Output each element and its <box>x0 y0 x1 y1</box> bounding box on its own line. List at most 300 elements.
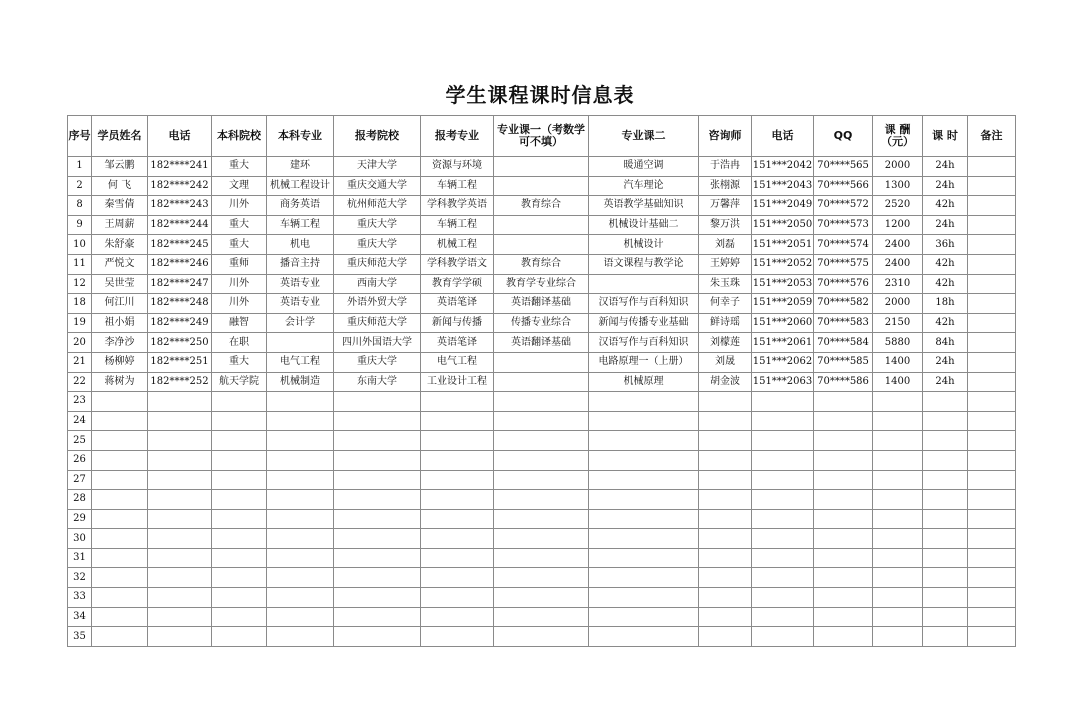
cell-target-school <box>334 392 421 412</box>
cell-undergrad-school: 川外 <box>212 294 267 314</box>
cell-undergrad-school <box>212 509 267 529</box>
cell-undergrad-school: 重大 <box>212 235 267 255</box>
cell-hours <box>923 627 968 647</box>
cell-course-two: 机械原理 <box>589 372 699 392</box>
cell-target-major <box>421 627 494 647</box>
cell-advisor: 刘檬莲 <box>699 333 752 353</box>
cell-index: 27 <box>68 470 92 490</box>
table-row <box>68 235 1016 255</box>
cell-student-phone <box>148 509 212 529</box>
cell-student-phone: 182****241 <box>148 157 212 177</box>
cell-target-school: 外语外贸大学 <box>334 294 421 314</box>
cell-notes <box>968 607 1016 627</box>
cell-advisor-phone: 151***2062 <box>752 352 814 372</box>
cell-qq <box>814 470 873 490</box>
cell-advisor-phone <box>752 548 814 568</box>
cell-student-name <box>92 490 148 510</box>
cell-undergrad-major <box>267 607 334 627</box>
cell-qq: 70****576 <box>814 274 873 294</box>
cell-undergrad-major <box>267 568 334 588</box>
cell-index: 25 <box>68 431 92 451</box>
cell-course-one <box>494 548 589 568</box>
table-row <box>68 450 1016 470</box>
cell-advisor-phone: 151***2049 <box>752 196 814 216</box>
cell-fee: 2150 <box>873 313 923 333</box>
cell-undergrad-major <box>267 470 334 490</box>
cell-notes <box>968 176 1016 196</box>
cell-course-one <box>494 372 589 392</box>
cell-target-major <box>421 548 494 568</box>
cell-index: 11 <box>68 254 92 274</box>
cell-student-name: 杨柳婷 <box>92 352 148 372</box>
cell-fee: 2000 <box>873 157 923 177</box>
cell-qq: 70****582 <box>814 294 873 314</box>
cell-student-name: 严悦文 <box>92 254 148 274</box>
cell-course-one: 教育综合 <box>494 196 589 216</box>
cell-fee <box>873 627 923 647</box>
column-header-undergrad-major: 本科专业 <box>267 116 334 157</box>
cell-advisor-phone: 151***2042 <box>752 157 814 177</box>
table-row <box>68 490 1016 510</box>
table-body <box>68 157 1016 647</box>
cell-fee: 2310 <box>873 274 923 294</box>
cell-qq <box>814 529 873 549</box>
cell-target-major: 学科教学英语 <box>421 196 494 216</box>
cell-student-phone: 182****246 <box>148 254 212 274</box>
cell-target-major <box>421 470 494 490</box>
table-row <box>68 294 1016 314</box>
cell-student-phone: 182****247 <box>148 274 212 294</box>
cell-advisor <box>699 470 752 490</box>
cell-hours <box>923 529 968 549</box>
cell-course-one <box>494 157 589 177</box>
cell-fee: 2520 <box>873 196 923 216</box>
cell-hours: 24h <box>923 215 968 235</box>
cell-qq <box>814 509 873 529</box>
cell-notes <box>968 470 1016 490</box>
cell-fee <box>873 431 923 451</box>
cell-index: 30 <box>68 529 92 549</box>
cell-advisor <box>699 509 752 529</box>
cell-notes <box>968 588 1016 608</box>
cell-student-phone <box>148 411 212 431</box>
cell-undergrad-major: 英语专业 <box>267 294 334 314</box>
cell-hours: 42h <box>923 274 968 294</box>
cell-notes <box>968 568 1016 588</box>
column-header-target-major: 报考专业 <box>421 116 494 157</box>
cell-target-major <box>421 411 494 431</box>
cell-advisor-phone <box>752 588 814 608</box>
cell-hours: 42h <box>923 313 968 333</box>
cell-course-one <box>494 509 589 529</box>
cell-advisor <box>699 450 752 470</box>
table-row <box>68 607 1016 627</box>
cell-undergrad-school <box>212 470 267 490</box>
cell-notes <box>968 450 1016 470</box>
cell-advisor-phone: 151***2059 <box>752 294 814 314</box>
cell-fee <box>873 509 923 529</box>
cell-index: 21 <box>68 352 92 372</box>
cell-qq <box>814 588 873 608</box>
cell-index: 19 <box>68 313 92 333</box>
cell-target-major <box>421 588 494 608</box>
cell-student-phone: 182****245 <box>148 235 212 255</box>
cell-notes <box>968 254 1016 274</box>
cell-advisor: 刘磊 <box>699 235 752 255</box>
cell-advisor-phone: 151***2050 <box>752 215 814 235</box>
cell-student-name: 何 飞 <box>92 176 148 196</box>
table-row <box>68 509 1016 529</box>
cell-advisor-phone: 151***2051 <box>752 235 814 255</box>
cell-target-major: 新闻与传播 <box>421 313 494 333</box>
cell-advisor <box>699 607 752 627</box>
cell-course-two: 语文课程与教学论 <box>589 254 699 274</box>
cell-index: 9 <box>68 215 92 235</box>
table-row <box>68 372 1016 392</box>
cell-target-school <box>334 607 421 627</box>
cell-course-two: 英语教学基础知识 <box>589 196 699 216</box>
cell-undergrad-major <box>267 411 334 431</box>
cell-hours <box>923 411 968 431</box>
cell-fee: 2400 <box>873 254 923 274</box>
cell-undergrad-major <box>267 333 334 353</box>
cell-target-school: 重庆大学 <box>334 352 421 372</box>
cell-advisor: 刘晟 <box>699 352 752 372</box>
cell-course-two <box>589 509 699 529</box>
cell-index: 20 <box>68 333 92 353</box>
cell-target-major <box>421 450 494 470</box>
cell-hours <box>923 568 968 588</box>
cell-fee <box>873 548 923 568</box>
cell-target-school: 四川外国语大学 <box>334 333 421 353</box>
table-row <box>68 254 1016 274</box>
cell-advisor-phone <box>752 568 814 588</box>
cell-hours: 18h <box>923 294 968 314</box>
cell-advisor-phone: 151***2060 <box>752 313 814 333</box>
cell-target-major: 车辆工程 <box>421 176 494 196</box>
cell-undergrad-major <box>267 529 334 549</box>
cell-hours: 42h <box>923 254 968 274</box>
cell-target-major <box>421 490 494 510</box>
cell-undergrad-school: 重师 <box>212 254 267 274</box>
cell-undergrad-school: 重大 <box>212 215 267 235</box>
cell-undergrad-school <box>212 568 267 588</box>
cell-notes <box>968 548 1016 568</box>
cell-undergrad-school: 融智 <box>212 313 267 333</box>
cell-student-name <box>92 392 148 412</box>
cell-notes <box>968 431 1016 451</box>
cell-student-name <box>92 450 148 470</box>
column-header-advisor-phone: 电话 <box>752 116 814 157</box>
cell-fee <box>873 411 923 431</box>
cell-qq: 70****584 <box>814 333 873 353</box>
cell-fee: 2000 <box>873 294 923 314</box>
cell-notes <box>968 627 1016 647</box>
cell-undergrad-major <box>267 450 334 470</box>
cell-undergrad-school: 航天学院 <box>212 372 267 392</box>
cell-hours: 24h <box>923 157 968 177</box>
cell-target-major: 车辆工程 <box>421 215 494 235</box>
cell-target-major <box>421 607 494 627</box>
column-header-hours: 课 时 <box>923 116 968 157</box>
cell-hours <box>923 490 968 510</box>
cell-target-major: 工业设计工程 <box>421 372 494 392</box>
table-row <box>68 215 1016 235</box>
cell-student-phone: 182****242 <box>148 176 212 196</box>
cell-undergrad-major <box>267 627 334 647</box>
cell-qq: 70****583 <box>814 313 873 333</box>
cell-student-phone <box>148 568 212 588</box>
cell-undergrad-major: 车辆工程 <box>267 215 334 235</box>
cell-undergrad-school <box>212 431 267 451</box>
cell-student-name: 吴世莹 <box>92 274 148 294</box>
cell-advisor <box>699 490 752 510</box>
cell-notes <box>968 215 1016 235</box>
cell-advisor-phone <box>752 431 814 451</box>
column-header-advisor: 咨询师 <box>699 116 752 157</box>
cell-hours <box>923 588 968 608</box>
cell-qq: 70****574 <box>814 235 873 255</box>
cell-target-school <box>334 470 421 490</box>
cell-course-one <box>494 529 589 549</box>
column-header-notes: 备注 <box>968 116 1016 157</box>
cell-student-name <box>92 548 148 568</box>
cell-course-two <box>589 392 699 412</box>
cell-course-two <box>589 490 699 510</box>
table-row <box>68 411 1016 431</box>
cell-index: 29 <box>68 509 92 529</box>
cell-course-two <box>589 607 699 627</box>
cell-course-one <box>494 607 589 627</box>
cell-student-name: 何江川 <box>92 294 148 314</box>
cell-fee <box>873 529 923 549</box>
cell-target-school <box>334 588 421 608</box>
table-row <box>68 352 1016 372</box>
cell-target-major: 资源与环境 <box>421 157 494 177</box>
cell-undergrad-major: 机电 <box>267 235 334 255</box>
cell-target-major: 学科教学语文 <box>421 254 494 274</box>
cell-course-two <box>589 588 699 608</box>
cell-course-two <box>589 548 699 568</box>
cell-student-phone <box>148 450 212 470</box>
cell-advisor-phone <box>752 450 814 470</box>
table-row <box>68 431 1016 451</box>
header-row <box>68 116 1016 157</box>
cell-advisor-phone: 151***2061 <box>752 333 814 353</box>
cell-undergrad-major <box>267 548 334 568</box>
cell-undergrad-major <box>267 490 334 510</box>
cell-student-phone: 182****252 <box>148 372 212 392</box>
cell-index: 1 <box>68 157 92 177</box>
cell-undergrad-school: 文理 <box>212 176 267 196</box>
cell-undergrad-major: 机械工程设计 <box>267 176 334 196</box>
cell-fee <box>873 450 923 470</box>
table-row <box>68 196 1016 216</box>
cell-index: 8 <box>68 196 92 216</box>
cell-course-one <box>494 627 589 647</box>
cell-fee <box>873 490 923 510</box>
cell-course-one <box>494 235 589 255</box>
cell-hours <box>923 509 968 529</box>
cell-hours: 42h <box>923 196 968 216</box>
cell-course-one <box>494 411 589 431</box>
cell-hours <box>923 431 968 451</box>
cell-undergrad-school <box>212 588 267 608</box>
cell-index: 10 <box>68 235 92 255</box>
cell-student-phone: 182****243 <box>148 196 212 216</box>
cell-qq <box>814 490 873 510</box>
cell-target-school <box>334 548 421 568</box>
cell-notes <box>968 313 1016 333</box>
cell-course-two: 电路原理一（上册） <box>589 352 699 372</box>
cell-undergrad-school <box>212 548 267 568</box>
cell-fee <box>873 392 923 412</box>
cell-advisor: 万馨萍 <box>699 196 752 216</box>
cell-notes <box>968 352 1016 372</box>
cell-advisor: 鲜诗瑶 <box>699 313 752 333</box>
cell-student-name: 朱舒豪 <box>92 235 148 255</box>
cell-target-school: 杭州师范大学 <box>334 196 421 216</box>
cell-index: 33 <box>68 588 92 608</box>
cell-index: 28 <box>68 490 92 510</box>
cell-course-two: 汉语写作与百科知识 <box>589 333 699 353</box>
cell-fee <box>873 607 923 627</box>
cell-undergrad-major: 建环 <box>267 157 334 177</box>
cell-course-two <box>589 450 699 470</box>
cell-notes <box>968 490 1016 510</box>
cell-index: 18 <box>68 294 92 314</box>
cell-advisor: 王婷婷 <box>699 254 752 274</box>
cell-index: 31 <box>68 548 92 568</box>
cell-target-major <box>421 392 494 412</box>
cell-course-one <box>494 215 589 235</box>
cell-target-school: 天津大学 <box>334 157 421 177</box>
table-row <box>68 568 1016 588</box>
table-row <box>68 627 1016 647</box>
cell-advisor <box>699 588 752 608</box>
cell-course-one: 传播专业综合 <box>494 313 589 333</box>
cell-target-major <box>421 431 494 451</box>
cell-fee: 1200 <box>873 215 923 235</box>
cell-student-name: 王周薪 <box>92 215 148 235</box>
cell-hours <box>923 607 968 627</box>
cell-notes <box>968 274 1016 294</box>
cell-advisor <box>699 529 752 549</box>
cell-advisor-phone <box>752 470 814 490</box>
cell-student-name <box>92 607 148 627</box>
cell-target-school <box>334 411 421 431</box>
cell-undergrad-major: 电气工程 <box>267 352 334 372</box>
cell-undergrad-school <box>212 490 267 510</box>
cell-student-name: 秦雪倩 <box>92 196 148 216</box>
cell-student-name <box>92 568 148 588</box>
cell-student-phone <box>148 470 212 490</box>
cell-student-phone: 182****250 <box>148 333 212 353</box>
cell-qq <box>814 607 873 627</box>
cell-advisor-phone <box>752 509 814 529</box>
cell-undergrad-school <box>212 529 267 549</box>
cell-undergrad-school: 川外 <box>212 196 267 216</box>
cell-student-phone <box>148 627 212 647</box>
table-row <box>68 548 1016 568</box>
cell-target-major <box>421 568 494 588</box>
cell-notes <box>968 196 1016 216</box>
table-row <box>68 392 1016 412</box>
table-row <box>68 470 1016 490</box>
cell-hours <box>923 470 968 490</box>
cell-advisor: 胡金波 <box>699 372 752 392</box>
cell-hours <box>923 450 968 470</box>
cell-course-two <box>589 274 699 294</box>
cell-course-one <box>494 588 589 608</box>
column-header-index: 序号 <box>68 116 92 157</box>
cell-fee: 1400 <box>873 352 923 372</box>
cell-undergrad-school <box>212 411 267 431</box>
cell-qq: 70****575 <box>814 254 873 274</box>
table-row <box>68 274 1016 294</box>
cell-student-name <box>92 588 148 608</box>
cell-target-major <box>421 529 494 549</box>
table-row <box>68 176 1016 196</box>
cell-index: 34 <box>68 607 92 627</box>
cell-student-phone: 182****248 <box>148 294 212 314</box>
table-row <box>68 157 1016 177</box>
cell-index: 12 <box>68 274 92 294</box>
cell-notes <box>968 235 1016 255</box>
column-header-course-two: 专业课二 <box>589 116 699 157</box>
cell-student-name: 祖小娟 <box>92 313 148 333</box>
cell-hours: 24h <box>923 176 968 196</box>
cell-undergrad-school <box>212 607 267 627</box>
cell-target-school <box>334 431 421 451</box>
cell-course-one <box>494 431 589 451</box>
cell-notes <box>968 157 1016 177</box>
cell-advisor-phone: 151***2052 <box>752 254 814 274</box>
cell-index: 24 <box>68 411 92 431</box>
cell-advisor-phone <box>752 392 814 412</box>
cell-qq: 70****566 <box>814 176 873 196</box>
cell-fee: 1300 <box>873 176 923 196</box>
cell-advisor: 张栩源 <box>699 176 752 196</box>
cell-fee <box>873 588 923 608</box>
cell-index: 35 <box>68 627 92 647</box>
cell-advisor <box>699 392 752 412</box>
cell-target-school: 重庆大学 <box>334 235 421 255</box>
cell-student-name <box>92 431 148 451</box>
cell-notes <box>968 529 1016 549</box>
page-title: 学生课程课时信息表 <box>445 83 635 107</box>
cell-advisor <box>699 411 752 431</box>
cell-notes <box>968 294 1016 314</box>
cell-hours: 36h <box>923 235 968 255</box>
cell-student-phone: 182****249 <box>148 313 212 333</box>
cell-course-two <box>589 470 699 490</box>
cell-course-one <box>494 568 589 588</box>
column-header-qq: QQ <box>814 116 873 157</box>
cell-fee: 1400 <box>873 372 923 392</box>
cell-undergrad-school: 重大 <box>212 157 267 177</box>
cell-undergrad-school: 重大 <box>212 352 267 372</box>
cell-fee <box>873 568 923 588</box>
cell-target-major <box>421 509 494 529</box>
table-row <box>68 333 1016 353</box>
cell-course-two <box>589 627 699 647</box>
cell-student-name <box>92 509 148 529</box>
cell-index: 22 <box>68 372 92 392</box>
cell-course-one <box>494 450 589 470</box>
cell-advisor: 朱玉珠 <box>699 274 752 294</box>
cell-course-two: 机械设计基础二 <box>589 215 699 235</box>
